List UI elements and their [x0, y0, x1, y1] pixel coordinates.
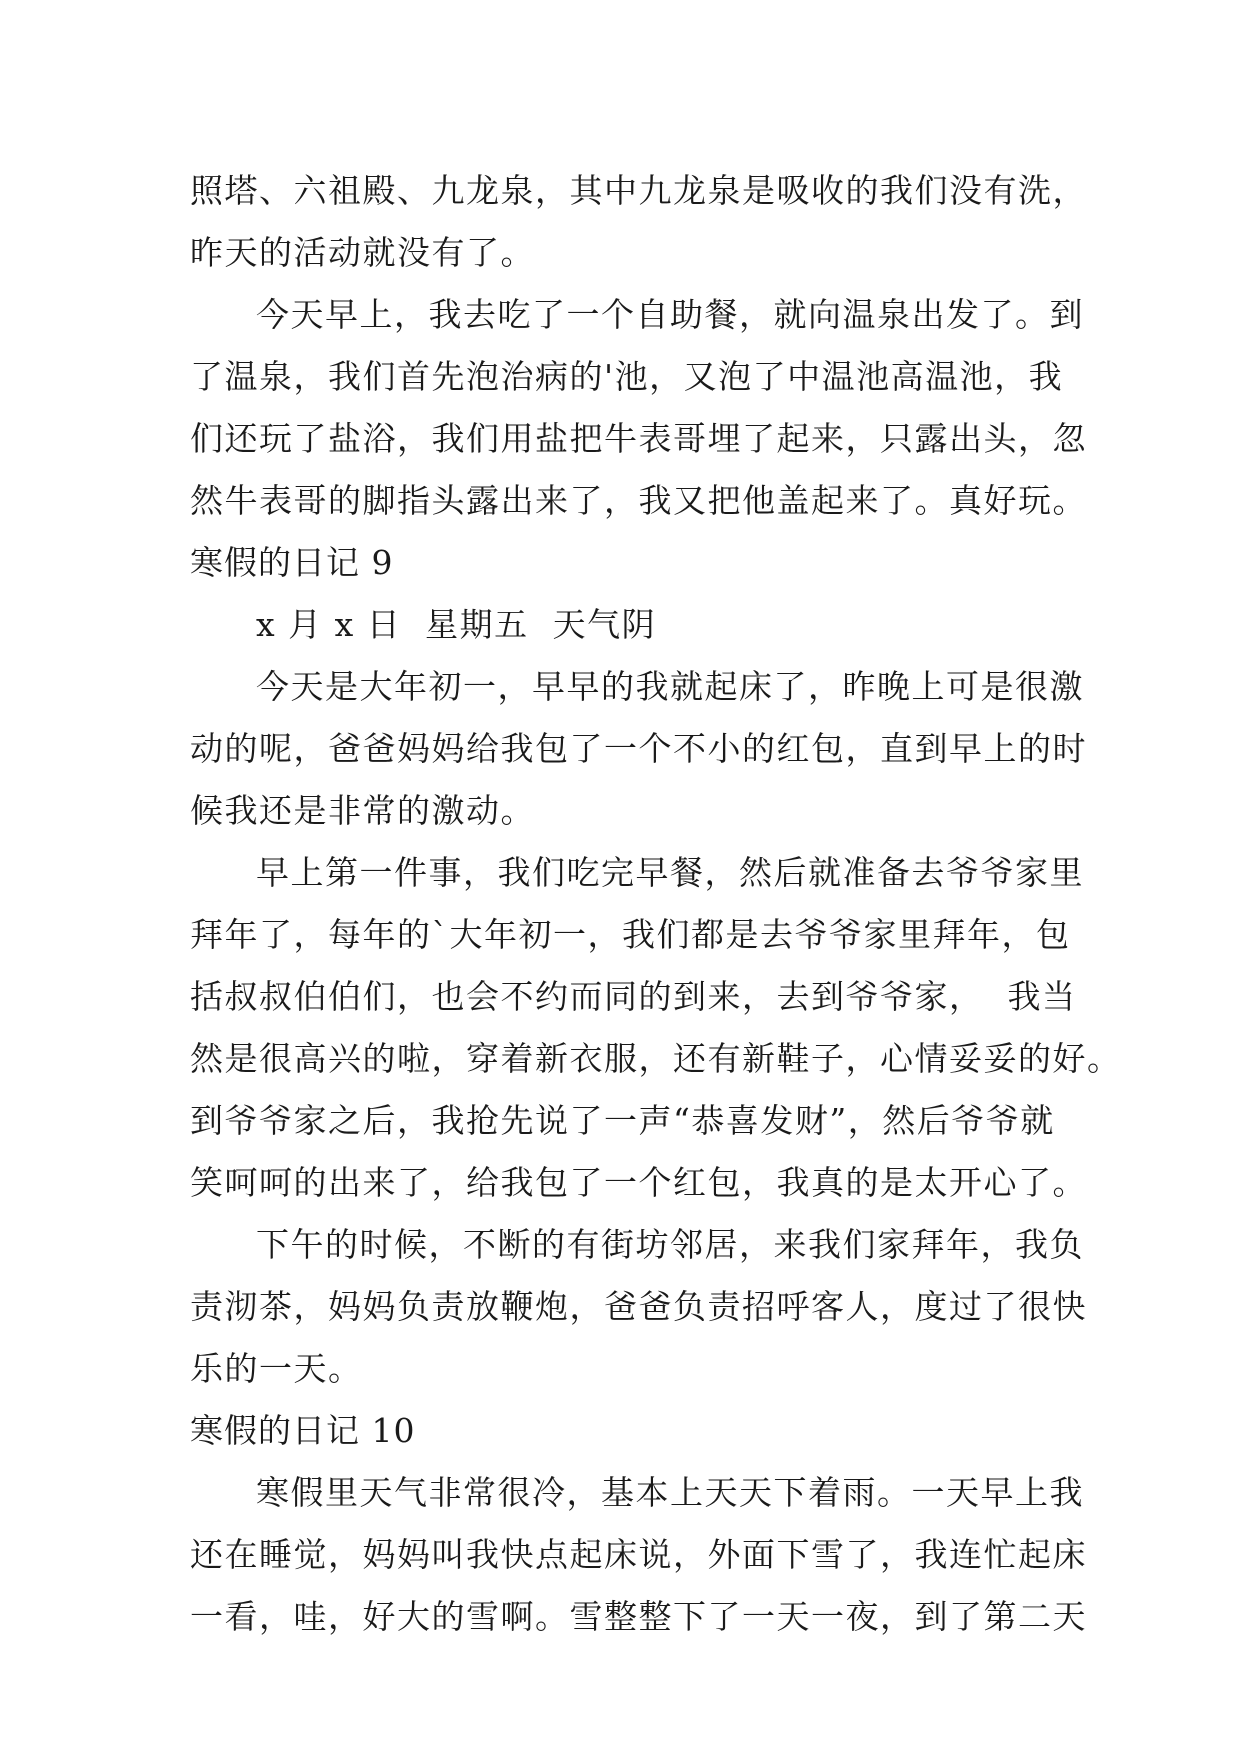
paragraph-line: 然牛表哥的脚指头露出来了，我又把他盖起来了。真好玩。 [190, 481, 1087, 520]
diary-text [190, 160, 1122, 1648]
paragraph-line: 一看，哇，好大的雪啊。雪整整下了一天一夜，到了第二天 [190, 1597, 1087, 1636]
section-heading: 寒假的日记 9 [190, 543, 394, 582]
paragraph-line: 笑呵呵的出来了，给我包了一个红包，我真的是太开心了。 [190, 1163, 1087, 1202]
paragraph-line: 早上第一件事，我们吃完早餐，然后就准备去爷爷家里 [256, 853, 1084, 892]
paragraph-line: 拜年了，每年的`大年初一，我们都是去爷爷家里拜年，包 [190, 915, 1071, 954]
paragraph-line: 照塔、六祖殿、九龙泉，其中九龙泉是吸收的我们没有洗， [190, 171, 1087, 210]
paragraph-line: 乐的一天。 [190, 1349, 363, 1388]
paragraph-line: 们还玩了盐浴，我们用盐把牛表哥埋了起来，只露出头，忽 [190, 419, 1087, 458]
paragraph-line: 还在睡觉，妈妈叫我快点起床说，外面下雪了，我连忙起床 [190, 1535, 1087, 1574]
paragraph-line: 候我还是非常的激动。 [190, 791, 535, 830]
paragraph-line: 今天是大年初一，早早的我就起床了，昨晚上可是很激 [256, 667, 1084, 706]
paragraph-line: 动的呢，爸爸妈妈给我包了一个不小的红包，直到早上的时 [190, 729, 1087, 768]
paragraph-line: 寒假里天气非常很冷，基本上天天下着雨。一天早上我 [256, 1473, 1084, 1512]
paragraph-line: 昨天的活动就没有了。 [190, 233, 535, 272]
paragraph-line: 然是很高兴的啦，穿着新衣服，还有新鞋子，心情妥妥的好。 [190, 1039, 1122, 1078]
paragraph-line: 括叔叔伯伯们，也会不约而同的到来，去到爷爷家， 我当 [190, 977, 1077, 1016]
paragraph-line: 了温泉，我们首先泡治病的'池，又泡了中温池高温池，我 [190, 357, 1064, 396]
section-heading: 寒假的日记 10 [190, 1411, 416, 1450]
paragraph-line: 责沏茶，妈妈负责放鞭炮，爸爸负责招呼客人，度过了很快 [190, 1287, 1087, 1326]
paragraph-line: 今天早上，我去吃了一个自助餐，就向温泉出发了。到 [256, 295, 1084, 334]
date-line: x 月 x 日 星期五 天气阴 [256, 605, 657, 644]
paragraph-line: 到爷爷家之后，我抢先说了一声“恭喜发财”，然后爷爷就 [190, 1101, 1055, 1140]
paragraph-line: 下午的时候，不断的有街坊邻居，来我们家拜年，我负 [256, 1225, 1084, 1264]
